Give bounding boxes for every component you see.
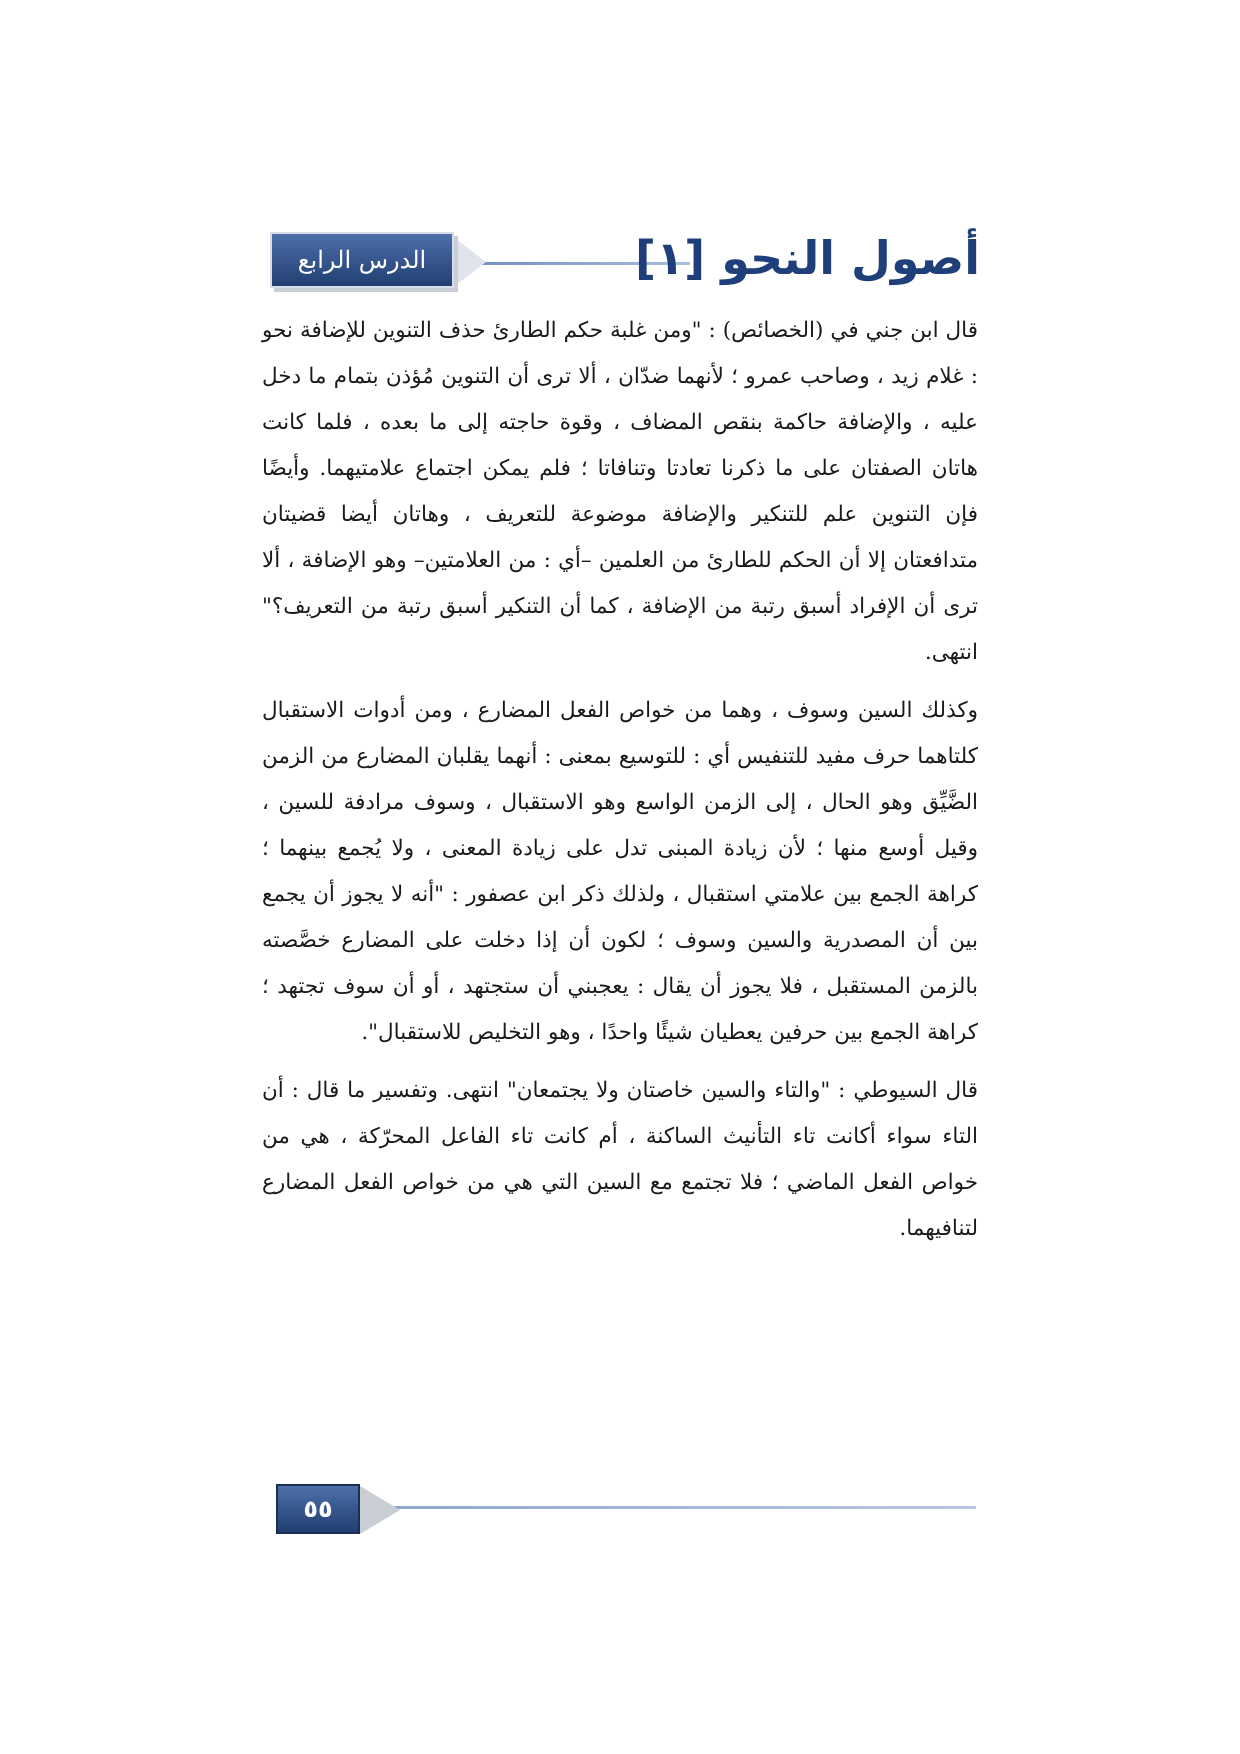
page-body — [262, 308, 978, 1264]
footer-rule — [360, 1506, 976, 1509]
lesson-badge: الدرس الرابع — [270, 232, 454, 288]
lesson-badge-shadow — [452, 236, 486, 288]
page-footer — [276, 1484, 976, 1534]
paragraph-sin-sawfa: وكذلك السين وسوف ، وهما من خواص الفعل المضارع ، ومن أدوات الاستقبال كلتاهما حرف مفيد للتنفيس أي : للتوسيع بمعنى : أنهما يقلبان المضارع من الزمن الضَّيِّق وهو الحال ، إلى الزمن الواسع وهو الاستقبال ، وسوف مرادفة للسين ، وقيل أوسع منها ؛ لأن زيادة المبنى تدل على زيادة المعنى ، ولا يُجمع بينهما ؛ كراهة الجمع بين علامتي استقبال ، ولذلك ذكر ابن عصفور : "أنه لا يجوز أن يجمع بين أن المصدرية والسين وسوف ؛ لكون أن إذا دخلت على المضارع خصَّصته بالزمن المستقبل ، فلا يجوز أن يقال : يعجبني أن ستجتهد ، أو أن سوف تجتهد ؛ كراهة الجمع بين حرفين يعطيان شيئًا واحدًا ، وهو التخليص للاستقبال". — [262, 698, 978, 1045]
page-number: ٥٥ — [276, 1484, 360, 1534]
book-title: أصول النحو [١] — [635, 231, 980, 285]
page-header — [270, 228, 980, 294]
paragraph-suyuti: قال السيوطي : "والتاء والسين خاصتان ولا يجتمعان" انتهى. وتفسير ما قال : أن التاء سواء أكانت تاء التأنيث الساكنة ، أم كانت تاء الفاعل المحرّكة ، هي من خواص الفعل الماضي ؛ فلا تجتمع مع السين التي هي من خواص الفعل المضارع لتنافيهما. — [262, 1078, 978, 1241]
page-number-shadow — [360, 1486, 400, 1534]
paragraph-ibn-jinni: قال ابن جني في (الخصائص) : "ومن غلبة حكم الطارئ حذف التنوين للإضافة نحو : غلام زيد ، وصاحب عمرو ؛ لأنهما ضدّان ، ألا ترى أن التنوين مُؤذن بتمام ما دخل عليه ، والإضافة حاكمة بنقص المضاف ، وقوة حاجته إلى ما بعده ، فلما كانت هاتان الصفتان على ما ذكرنا تعادتا وتنافاتا ؛ فلم يمكن اجتماع علامتيهما. وأيضًا فإن التنوين علم للتنكير والإضافة موضوعة للتعريف ، وهاتان أيضا قضيتان متدافعتان إلا أن الحكم للطارئ من العلمين –أي : من العلامتين– وهو الإضافة ، ألا ترى أن الإفراد أسبق رتبة من الإضافة ، كما أن التنكير أسبق رتبة من التعريف؟" انتهى. — [262, 318, 978, 665]
